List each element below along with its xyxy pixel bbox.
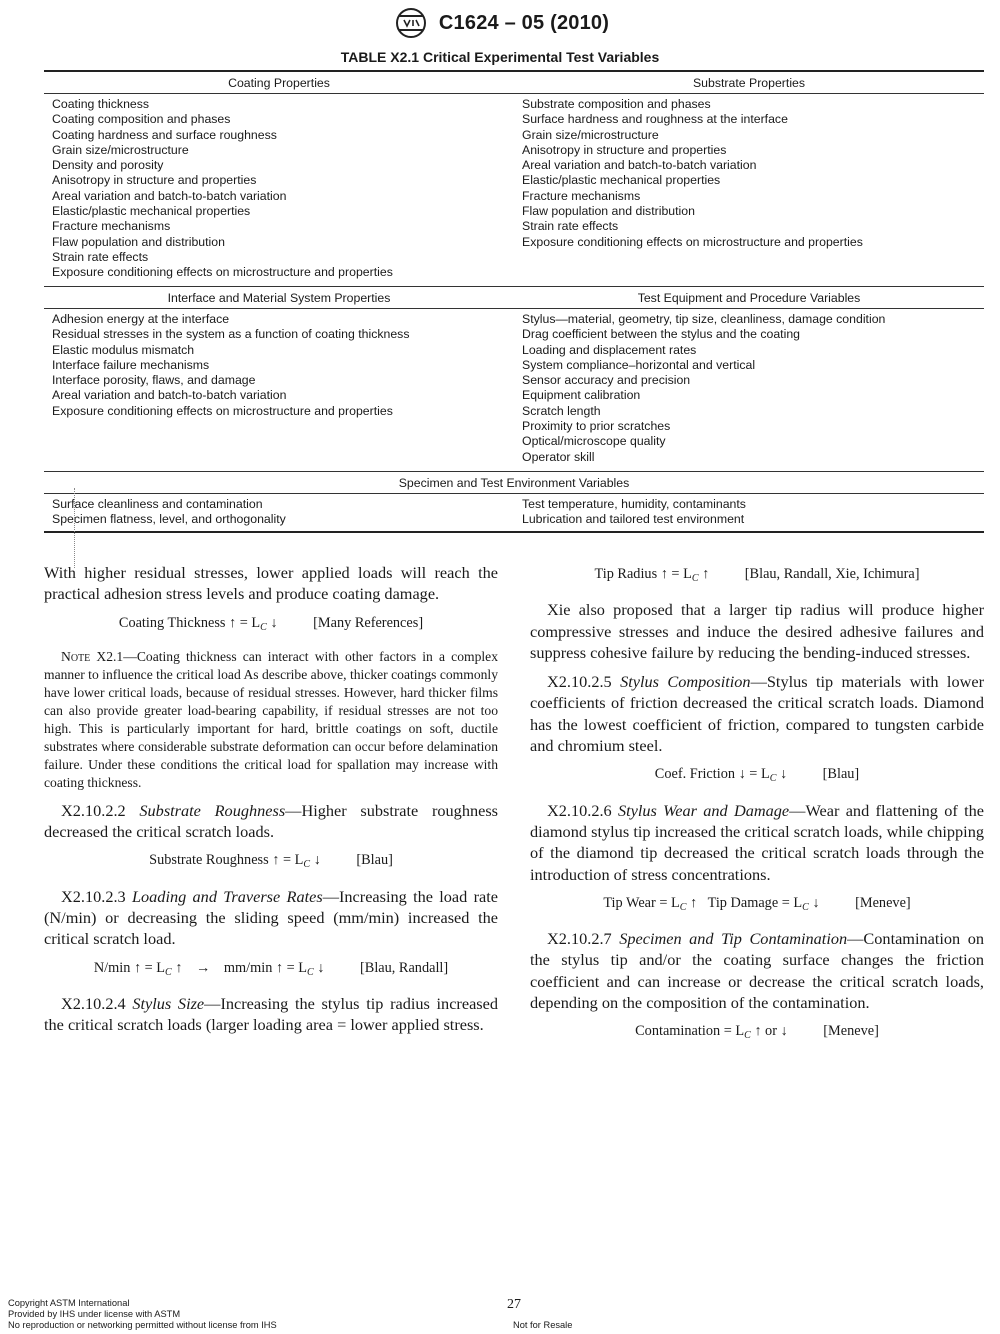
equation-reference: [Blau, Randall, Xie, Ichimura] [744,566,920,582]
paragraph-residual-stresses: With higher residual stresses, lower applied loads will reach the practical adhesion stress levels and produce coating damage. [44,563,498,604]
list-item: Grain size/microstructure [522,127,659,142]
equation-text: Tip Wear = L [603,894,680,911]
list-item: Flaw population and distribution [522,204,695,219]
left-text-column [44,562,498,1044]
equation-subscript: C [303,859,311,871]
list-item: Anisotropy in structure and properties [52,173,257,188]
list-item: Exposure conditioning effects on microstructure and properties [52,265,393,280]
list-item: Coating thickness [52,97,150,111]
equation-contamination [530,1021,984,1046]
list-item: Equipment calibration [522,388,641,403]
equation-subscript: C [744,1030,751,1042]
list-item: Strain rate effects [52,249,149,264]
note-label: Note [61,648,91,664]
document-header [0,6,1000,45]
section-text: —Contamination on the stylus tip and/or the coating surface changes the friction coefficient and can increase or decrease the critical scratch loads, depending on the composition of the contamination. [530,929,985,1013]
section-text: —Increasing the load rate (N/min) or decreasing the sliding speed (mm/min) increased the critical scratch load. [44,886,498,949]
table-header-substrate: Substrate Properties [692,75,806,90]
section-x2-10-2-3 [44,886,498,950]
list-item: Sensor accuracy and precision [522,373,691,388]
equation-load-rate [44,958,498,983]
equation-text: Coating Thickness ↑ = L [118,614,261,631]
equation-text: Coef. Friction ↓ = L [654,766,770,783]
table-section-interface-equipment [44,286,984,468]
table-header-specimen: Specimen and Test Environment Variables [398,475,630,490]
list-item: Stylus—material, geometry, tip size, cleanliness, damage condition [522,312,886,326]
table-header-equipment: Test Equipment and Procedure Variables [637,290,861,305]
environment-variables-list [514,497,984,528]
coating-properties-list [44,97,514,281]
section-title: Stylus Composition [620,672,751,692]
section-title: Loading and Traverse Rates [131,886,323,906]
down-arrow-icon: ↓ [270,614,278,631]
section-x2-10-2-7 [530,928,984,1013]
equation-subscript: C [769,773,777,785]
equation-text: Substrate Roughness ↑ = L [149,852,304,869]
table-header-interface: Interface and Material System Properties [167,290,391,305]
up-arrow-icon: ↑ [689,894,698,911]
equation-reference: [Blau, Randall] [360,959,449,976]
section-title: Specimen and Tip Contamination [619,929,848,949]
list-item: Adhesion energy at the interface [52,312,230,326]
list-item: Interface porosity, flaws, and damage [52,373,256,388]
substrate-properties-list [514,97,984,281]
list-item: Proximity to prior scratches [522,419,671,434]
list-item: Substrate composition and phases [522,97,711,111]
equation-substrate-roughness [44,850,498,875]
equation-reference: [Blau] [356,852,393,869]
interface-properties-list [44,312,514,465]
equation-text: Tip Damage = L [707,894,803,911]
table-header-coating: Coating Properties [228,75,330,90]
list-item: Areal variation and batch-to-batch variation [522,158,757,173]
list-item: Test temperature, humidity, contaminants [522,497,746,511]
equipment-variables-list [514,312,984,465]
section-number: X2.10.2.4 [61,993,133,1013]
equation-text: N/min ↑ = L [93,959,166,976]
note-text: —Coating thickness can interact with other factors in a complex manner to influence the critical load As describe above, thicker coatings commonly have lower critical loads, because of residual stresses. However, hard thicker films can also provide greater load-bearing capability, if residual stresses are not too high. This is particularly important for hard, brittle coatings on soft, ductile substrates where considerable substrate deformation can occur before delamination failure. Under these conditions the critical load for spallation may increase with coating thickness. [44,648,498,790]
list-item: Exposure conditioning effects on microstructure and properties [522,234,863,249]
list-item: Surface cleanliness and contamination [52,497,263,511]
down-arrow-icon: ↓ [779,766,788,783]
equation-reference: [Meneve] [855,894,911,911]
down-arrow-icon: ↓ [313,852,321,869]
section-title: Substrate Roughness [139,800,286,820]
equation-tip-radius [530,564,984,589]
list-item: Coating composition and phases [52,112,231,127]
up-down-arrow-icon: ↑ or ↓ [754,1023,788,1040]
list-item: Elastic modulus mismatch [52,342,195,357]
specimen-variables-list [44,497,514,528]
paragraph-xie: Xie also proposed that a larger tip radius will produce higher compressive stresses and induce the desired adhesive failures and suppress cohesive failure by reducing the bending-induced stresses. [530,600,984,662]
list-item: Coating hardness and surface roughness [52,127,277,142]
equation-coating-thickness [44,613,498,638]
list-item: Areal variation and batch-to-batch variation [52,388,287,403]
section-x2-10-2-4 [44,993,498,1036]
table-section-coating-substrate [44,70,984,284]
list-item: Density and porosity [52,158,164,173]
scan-artifact [74,488,79,568]
section-number: X2.10.2.6 [547,800,618,820]
equation-reference: [Many References] [313,614,424,631]
equation-subscript: C [691,573,699,584]
section-number: X2.10.2.5 [547,672,621,692]
list-item: Drag coefficient between the stylus and the coating [522,327,800,342]
table-section-specimen-environment [44,471,984,533]
astm-logo-icon [391,6,431,40]
equation-text: Tip Radius ↑ = L [594,566,692,582]
note-number: X2.1 [90,648,124,664]
list-item: Residual stresses in the system as a function of coating thickness [52,327,410,342]
list-item: Elastic/plastic mechanical properties [522,173,721,188]
list-item: Loading and displacement rates [522,342,697,357]
list-item: Fracture mechanisms [52,219,171,234]
list-item: Interface failure mechanisms [52,357,210,372]
section-number: X2.10.2.2 [61,800,140,820]
footer-line: No reproduction or networking permitted without license from IHS [8,1320,277,1330]
list-item: Specimen flatness, level, and orthogonality [52,512,286,527]
list-item: Optical/microscope quality [522,434,666,449]
section-title: Stylus Size [132,993,205,1013]
equation-subscript: C [802,901,809,913]
list-item: Fracture mechanisms [522,188,641,203]
list-item: Grain size/microstructure [52,142,189,157]
section-x2-10-2-5 [530,671,984,756]
list-item: Strain rate effects [522,219,619,234]
footer-not-for-resale: Not for Resale [513,1320,573,1330]
list-item: System compliance–horizontal and vertical [522,357,756,372]
section-number: X2.10.2.3 [61,886,132,906]
equation-text: mm/min ↑ = L [223,959,308,976]
equation-coef-friction [530,764,984,789]
section-text: —Increasing the stylus tip radius increased the critical scratch loads (larger loading area = lower applied stress. [44,993,499,1035]
equation-reference: [Meneve] [823,1023,879,1040]
list-item: Flaw population and distribution [52,234,225,249]
document-id: C1624 – 05 (2010) [438,11,610,34]
section-text: —Higher substrate roughness decreased the critical scratch loads. [44,800,498,842]
equation-subscript: C [165,966,172,978]
section-x2-10-2-6 [530,800,984,885]
table-title: TABLE X2.1 Critical Experimental Test Variables [340,49,660,65]
down-arrow-icon: ↓ [812,894,820,911]
up-arrow-icon: ↑ [702,566,710,582]
section-number: X2.10.2.7 [547,929,620,949]
equation-subscript: C [679,901,687,913]
equation-subscript: C [260,621,267,633]
section-x2-10-2-2 [44,800,498,843]
equation-subscript: C [307,966,314,978]
section-text: —Wear and flattening of the diamond stylus tip increased the critical scratch loads, while chipping of the diamond tip decreased the critical scratch loads through the introduction of stress concentrations. [530,800,984,884]
right-arrow-icon: → [196,959,211,976]
equation-text: Contamination = L [635,1023,745,1040]
down-arrow-icon: ↓ [317,959,325,976]
list-item: Lubrication and tailored test environment [522,512,745,527]
section-text: —Stylus tip materials with lower coefficients of friction decreased the critical scratch loads. Diamond has the lowest coefficient of friction, compared to tungsten carbide and chromium steel. [530,672,984,756]
right-text-column [530,562,984,1057]
note-x2-1 [44,648,498,792]
list-item: Operator skill [522,449,595,464]
list-item: Anisotropy in structure and properties [522,142,727,157]
equation-tip-wear [530,893,984,918]
up-arrow-icon: ↑ [175,959,183,976]
equation-reference: [Blau] [822,766,860,783]
list-item: Elastic/plastic mechanical properties [52,204,251,219]
list-item: Scratch length [522,403,601,418]
list-item: Surface hardness and roughness at the interface [522,112,788,127]
section-title: Stylus Wear and Damage [617,800,790,820]
footer-line: Copyright ASTM International [8,1298,130,1308]
list-item: Areal variation and batch-to-batch variation [52,188,287,203]
page-number: 27 [507,1297,521,1312]
list-item: Exposure conditioning effects on microstructure and properties [52,403,393,418]
footer-line: Provided by IHS under license with ASTM [8,1309,181,1319]
